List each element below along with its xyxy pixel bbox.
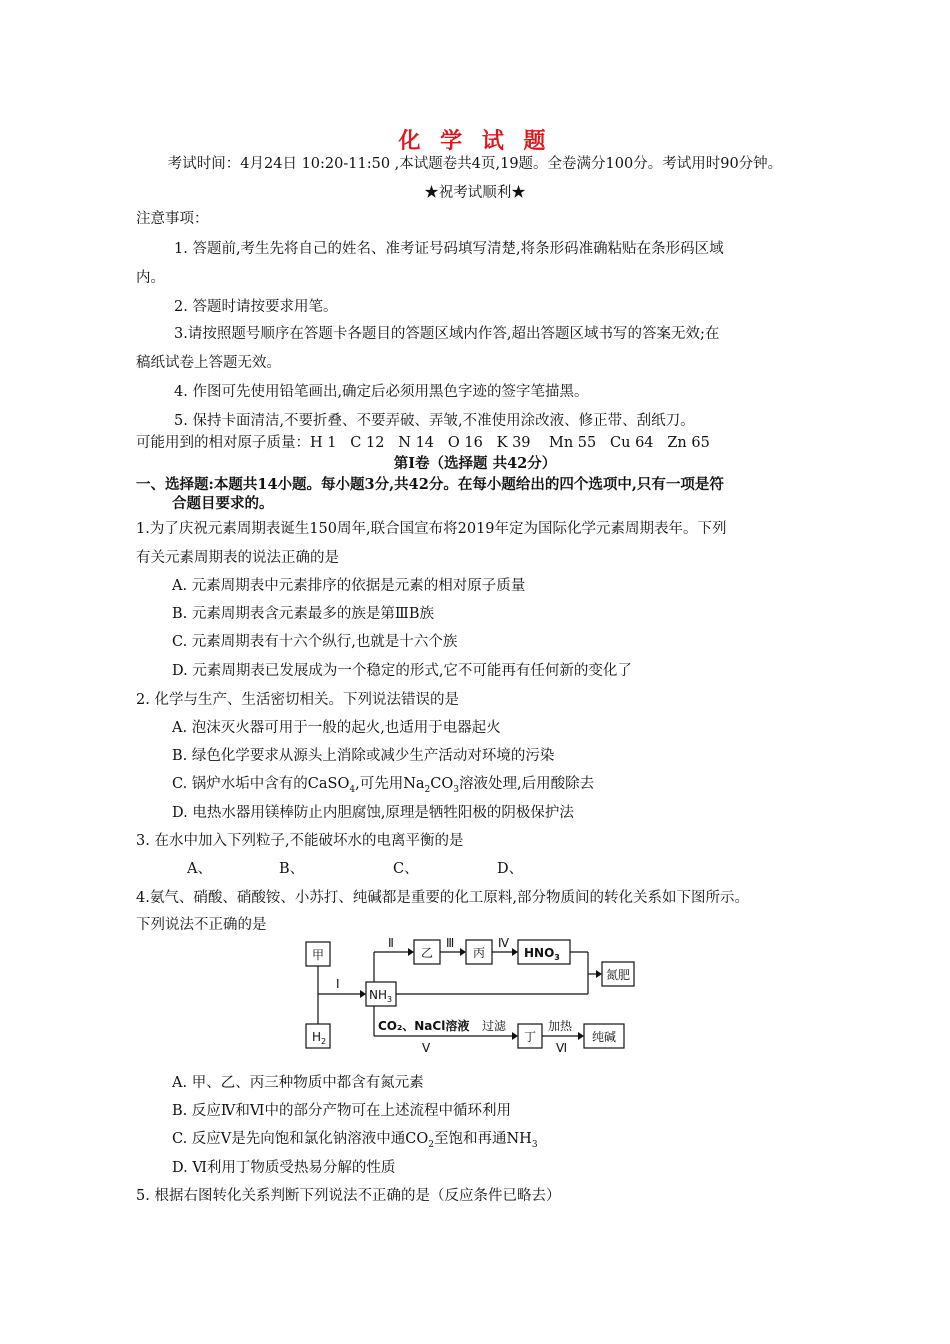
label-reaction-1: I	[336, 977, 340, 991]
page-title: 化 学 试 题	[398, 129, 552, 154]
atomic-masses: 可能用到的相对原子质量：H 1 C 12 N 14 O 16 K 39 Mn 55 Cu 64 Zn 65	[136, 435, 710, 451]
section-heading: 第Ⅰ卷（选择题 共42分）	[393, 455, 557, 472]
label-heat: 加热	[548, 1019, 573, 1033]
arrowhead	[360, 990, 366, 998]
note-item-4: 4. 作图可先使用铅笔画出,确定后必须用黑色字迹的签字笔描黑。	[174, 384, 589, 400]
label-nh3: $NH_3$	[369, 988, 393, 1004]
label-reaction-4: Ⅳ	[498, 936, 510, 950]
question-4-option-d: D. Ⅵ利用丁物质受热易分解的性质	[172, 1160, 396, 1176]
question-3-option-b: B、	[279, 861, 305, 877]
note-item-3: 3.请按照题号顺序在答题卡各题目的答题区域内作答,超出答题区域书写的答案无效;在	[174, 326, 720, 342]
question-1-option-d: D. 元素周期表已发展成为一个稳定的形式,它不可能再有任何新的变化了	[172, 663, 632, 679]
question-4-stem: 4.氨气、硝酸、硝酸铵、小苏打、纯碱都是重要的化工原料,部分物质间的转化关系如下图所示。	[136, 890, 749, 906]
label-hno3: $HNO_3$	[524, 946, 560, 962]
question-1-stem: 1.为了庆祝元素周期表诞生150周年,联合国宣布将2019年定为国际化学元素周期表年。下列	[136, 521, 727, 537]
question-4-stem-cont: 下列说法不正确的是	[136, 917, 267, 933]
question-4-option-a: A. 甲、乙、丙三种物质中都含有氮元素	[172, 1075, 424, 1091]
question-1-option-b: B. 元素周期表含元素最多的族是第ⅢB族	[172, 606, 435, 622]
question-2-option-a: A. 泡沫灭火器可用于一般的起火,也适用于电器起火	[172, 720, 501, 736]
label-reaction-6: Ⅵ	[556, 1041, 568, 1055]
question-2-option-d: D. 电热水器用镁棒防止内胆腐蚀,原理是牺牲阳极的阴极保护法	[172, 805, 574, 821]
question-1-option-a: A. 元素周期表中元素排序的依据是元素的相对原子质量	[172, 578, 526, 594]
question-4-option-c: C. 反应V是先向饱和氯化钠溶液中通$CO_2$至饱和再通$NH_3$	[172, 1131, 538, 1150]
label-nitrogen-fertilizer: 氮肥	[605, 968, 631, 982]
question-2-option-b: B. 绿色化学要求从源头上消除或减少生产活动对环境的污染	[172, 748, 555, 764]
question-4-option-b: B. 反应Ⅳ和Ⅵ中的部分产物可在上述流程中循环利用	[172, 1103, 511, 1119]
note-item-1: 1. 答题前,考生先将自己的姓名、准考证号码填写清楚,将条形码准确粘贴在条形码区域	[174, 241, 724, 257]
label-reaction-3: Ⅲ	[446, 936, 455, 950]
question-2-option-c: C. 锅炉水垢中含有的CaSO$_4$,可先用$Na_2CO_3$溶液处理,后用酸除去	[172, 776, 595, 795]
label-co2-nacl: CO₂、NaCl溶液	[378, 1019, 470, 1033]
note-item-3-cont: 稿纸试卷上答题无效。	[136, 355, 281, 371]
label-h2: $H_2$	[312, 1030, 327, 1046]
label-reaction-5: V	[422, 1041, 431, 1055]
label-reaction-2: Ⅱ	[388, 936, 394, 950]
question-3-option-d: D、	[497, 861, 524, 877]
section-instruction-cont: 合题目要求的。	[172, 495, 274, 512]
label-jia: 甲	[311, 948, 325, 962]
section-instruction: 一、选择题:本题共14小题。每小题3分,共42分。在每小题给出的四个选项中,只有一项是符	[136, 476, 724, 493]
question-3-option-a: A、	[187, 861, 212, 877]
question-1-stem-cont: 有关元素周期表的说法正确的是	[136, 550, 339, 566]
good-luck-line: ★祝考试顺利★	[424, 185, 526, 201]
notes-heading: 注意事项：	[136, 211, 209, 227]
exam-info: 考试时间：4月24日 10:20-11:50 ,本试题卷共4页,19题。全卷满分100分。考试用时90分钟。	[167, 156, 783, 172]
conversion-flow-diagram	[296, 930, 636, 1058]
question-3-option-c: C、	[393, 861, 419, 877]
note-item-1-cont: 内。	[136, 270, 165, 286]
question-1-option-c: C. 元素周期表有十六个纵行,也就是十六个族	[172, 634, 458, 650]
label-yi: 乙	[420, 946, 434, 960]
label-filter: 过滤	[482, 1019, 507, 1033]
note-item-5: 5. 保持卡面清洁,不要折叠、不要弄破、弄皱,不准使用涂改液、修正带、刮纸刀。	[174, 413, 695, 429]
label-bing: 丙	[472, 946, 486, 960]
question-2-stem: 2. 化学与生产、生活密切相关。下列说法错误的是	[136, 692, 459, 708]
label-ding: 丁	[523, 1030, 537, 1044]
note-item-2: 2. 答题时请按要求用笔。	[174, 299, 338, 315]
question-3-stem: 3. 在水中加入下列粒子,不能破坏水的电离平衡的是	[136, 833, 464, 849]
label-soda-ash: 纯碱	[591, 1030, 617, 1044]
question-5-stem: 5. 根据右图转化关系判断下列说法不正确的是（反应条件已略去）	[136, 1188, 561, 1204]
